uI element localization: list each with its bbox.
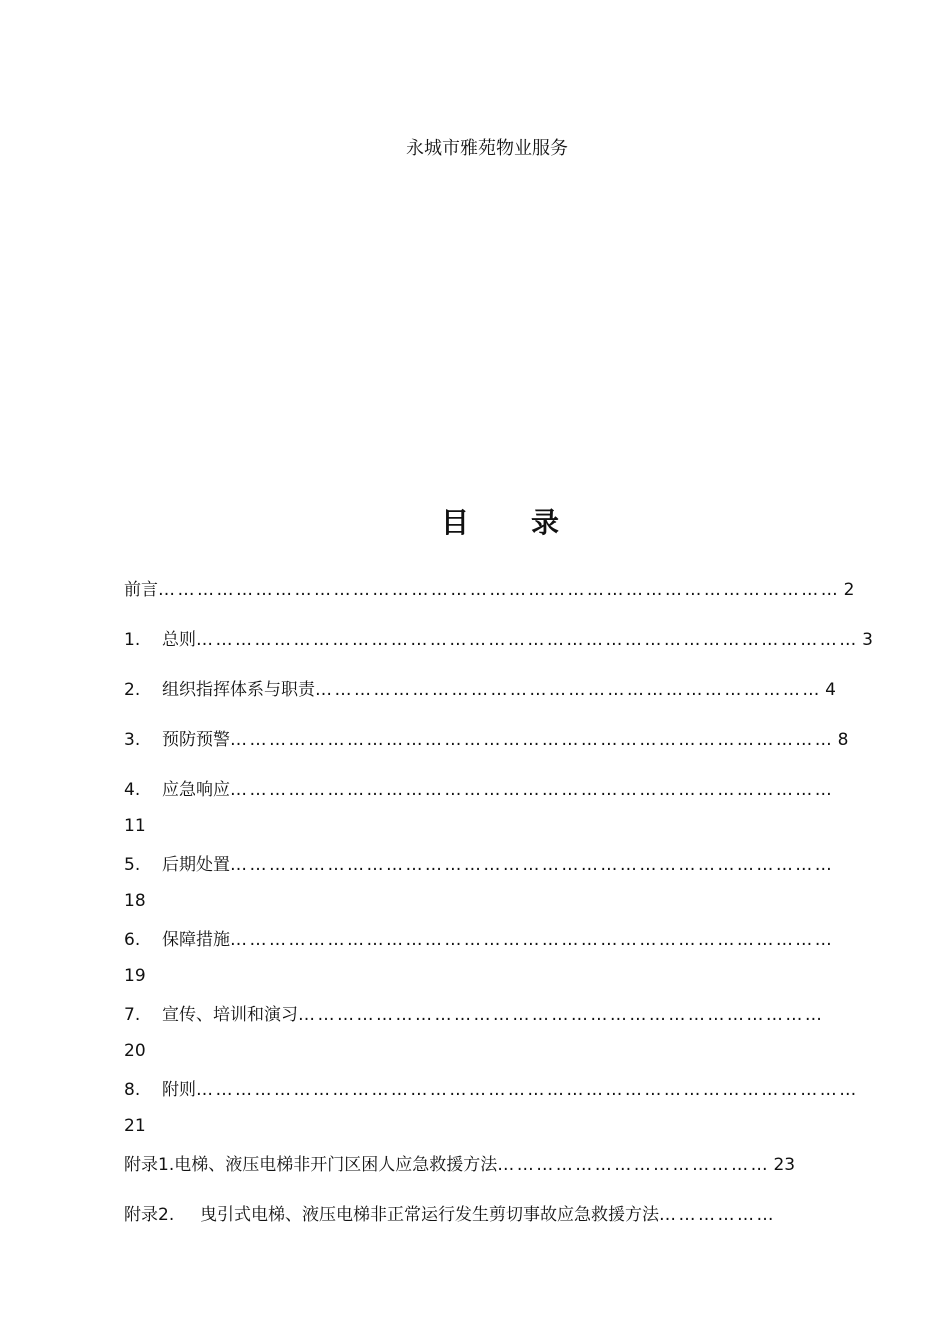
toc-entry-label: 附则 [162,1080,196,1100]
toc-entry-label: 曳引式电梯、液压电梯非正常运行发生剪切事故应急救援方法 [200,1205,659,1225]
toc-entry-6-page: 19 [124,966,146,986]
toc-entry-number: 8. [124,1080,141,1100]
toc-entry-3 [124,728,848,752]
toc-leader: … … … … … … … … … … … … … … … … … … … … … … … … … … … … … … … … … … [196,1080,857,1100]
toc-leader: … … … … … … … … … … … … … … … … … … … … … … … … … … … … … … … … … … … [158,580,839,600]
toc-entry-number: 4. [124,780,141,800]
company-name: 永城市雅苑物业服务 [406,138,568,159]
toc-entry-1 [124,628,873,652]
toc-entry-label: 电梯、液压电梯非开门区困人应急救援方法 [174,1155,498,1175]
toc-entry-number: 6. [124,930,141,950]
toc-leader: … … … … … … [659,1205,774,1225]
toc-entry-number: 附录1. [124,1155,175,1175]
toc-entry-5-page: 18 [124,891,146,911]
toc-leader: … … … … … … … … … … … … … … [497,1155,769,1175]
toc-title-char-1: 目 [440,506,469,539]
toc-entry-number: 2. [124,680,141,700]
toc-entry-number: 5. [124,855,141,875]
toc-leader: … … … … … … … … … … … … … … … … … … … … … … … … … … … … … … … … … … [196,630,857,650]
toc-entry-number: 3. [124,730,141,750]
toc-entry-page: 8 [837,730,849,750]
toc-entry-6 [124,928,832,952]
toc-entry-number: 附录2. [124,1205,175,1225]
toc-entry-label: 总则 [162,630,196,650]
toc-entry-7-page: 20 [124,1041,146,1061]
toc-entry-label: 宣传、培训和演习 [162,1005,298,1025]
toc-entry-page: 3 [862,630,873,650]
toc-entry-label: 组织指挥体系与职责 [162,680,315,700]
toc-leader: … … … … … … … … … … … … … … … … … … … … … … … … … … … … … … … [230,855,833,875]
toc-entry-number: 7. [124,1005,141,1025]
toc-entry-4 [124,778,832,802]
toc-entry-5 [124,853,832,877]
toc-entry-7 [124,1003,822,1027]
toc-entry-label: 应急响应 [162,780,230,800]
toc-leader: … … … … … … … … … … … … … … … … … … … … … … … … … … … … … … … [230,780,833,800]
toc-entry-2 [124,678,836,702]
toc-leader: … … … … … … … … … … … … … … … … … … … … … … … … … … … … … … … [230,930,833,950]
toc-entry-appendix-1 [124,1153,795,1177]
toc-entry-number: 1. [124,630,141,650]
toc-entry-8 [124,1078,857,1102]
toc-leader: … … … … … … … … … … … … … … … … … … … … … … … … … … … … … … … [230,730,833,750]
toc-leader: … … … … … … … … … … … … … … … … … … … … … … … … … … [315,680,820,700]
toc-entry-label: 保障措施 [162,930,230,950]
toc-entry-label: 前言 [124,580,158,600]
toc-entry-page: 23 [773,1155,796,1175]
toc-leader: … … … … … … … … … … … … … … … … … … … … … … … … … … … [298,1005,823,1025]
toc-entry-page: 4 [825,680,836,700]
toc-entry-preface [124,578,854,602]
toc-entry-4-page: 11 [124,816,146,836]
toc-entry-label: 预防预警 [162,730,230,750]
toc-title-char-2: 录 [531,506,560,539]
toc-entry-8-page: 21 [124,1116,146,1136]
toc-entry-page: 2 [843,580,855,600]
toc-title [0,503,950,543]
toc-entry-appendix-2 [124,1203,774,1227]
toc-entry-label: 后期处置 [162,855,230,875]
